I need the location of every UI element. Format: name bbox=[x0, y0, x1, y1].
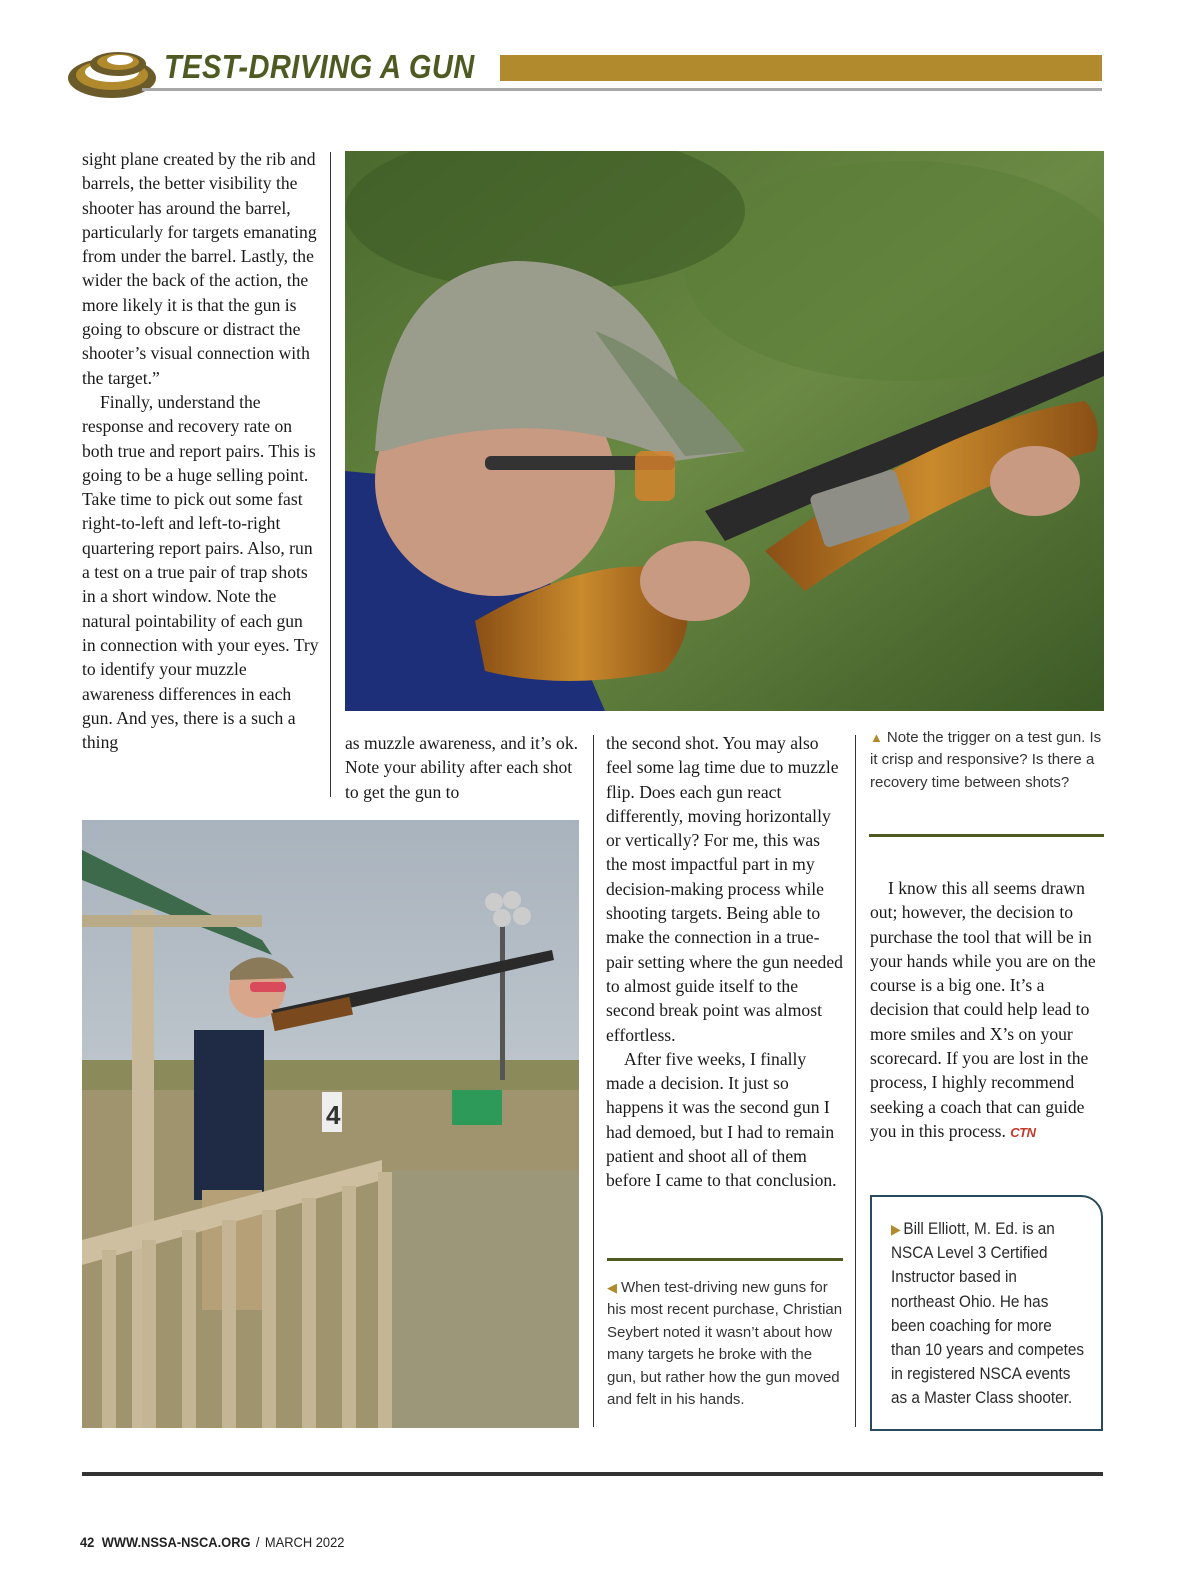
article-column-4 bbox=[870, 876, 1106, 1145]
issue-date: MARCH 2022 bbox=[264, 1534, 345, 1550]
up-arrow-icon: ▲ bbox=[870, 730, 883, 745]
caption-text: Note the trigger on a test gun. Is it crisp and responsive? Is there a recovery time between shots? bbox=[870, 729, 1102, 791]
bio-text: Bill Elliott, M. Ed. is an NSCA Level 3 Certified Instructor based in northeast Ohio. He has been coaching for more than 10 years and competes in registered NSCA events as a Master Class shooter. bbox=[891, 1219, 1085, 1408]
caption-rule bbox=[869, 834, 1104, 837]
article-column-2 bbox=[345, 731, 581, 804]
end-mark: CTN bbox=[1010, 1124, 1036, 1140]
paragraph: Finally, understand the response and recovery rate on both true and report pairs. This is going to be a huge selling point. Take time to pick out some fast right-to-left and left-to-right quartering report pairs. Also, run a test on a true pair of trap shots in a short window. Note the natural pointability of each gun in connection with your eyes. Try to identify your muzzle awareness differences in each gun. And yes, there is a such a thing bbox=[82, 391, 319, 753]
page-header bbox=[66, 40, 1106, 102]
paragraph bbox=[870, 876, 1106, 1145]
footer-separator: / bbox=[255, 1534, 260, 1550]
caption-rule bbox=[607, 1258, 843, 1261]
photo-caption bbox=[607, 1277, 843, 1411]
page-number: 42 bbox=[80, 1534, 95, 1550]
column-divider bbox=[593, 735, 594, 1427]
paragraph-text: I know this all seems drawn out; however, the decision to purchase the tool that will be in your hands while you are on the course is a big one. It’s a decision that could help lead to more smiles and X’s on your scorecard. If you are lost in the process, I highly recommend seeking a coach that can guide you in this process. bbox=[870, 878, 1096, 1141]
column-divider bbox=[330, 152, 331, 797]
author-bio-box bbox=[870, 1195, 1103, 1431]
shooter-in-gazebo-photo bbox=[82, 820, 579, 1428]
paragraph: After five weeks, I finally made a decision. It just so happens it was the second gun I had demoed, but I had to remain patient and shoot all of them before I came to that conclusion. bbox=[606, 1048, 837, 1191]
paragraph: as muzzle awareness, and it’s ok. Note your ability after each shot to get the gun to bbox=[345, 733, 579, 802]
photo-caption bbox=[870, 727, 1106, 794]
paragraph: sight plane created by the rib and barrels, the better visibility the shooter has around the barrel, particularly for targets emanating from under the barrel. Lastly, the wider the back of the action, the more likely it is that the gun is going to obscure or distract the shooter’s visual connection with the target.” bbox=[82, 149, 317, 388]
article-column-1 bbox=[82, 147, 320, 754]
column-divider bbox=[855, 735, 856, 1427]
footer-rule bbox=[82, 1472, 1103, 1476]
page-footer bbox=[80, 1534, 344, 1550]
left-arrow-icon: ◀ bbox=[607, 1280, 617, 1295]
right-arrow-icon: ▶ bbox=[891, 1221, 901, 1237]
section-title: TEST-DRIVING A GUN bbox=[164, 48, 475, 85]
header-underline bbox=[142, 88, 1102, 91]
website-link[interactable]: WWW.NSSA-NSCA.ORG bbox=[101, 1534, 251, 1550]
clay-target-icon bbox=[66, 40, 158, 102]
paragraph: the second shot. You may also feel some lag time due to muzzle flip. Does each gun react differently, moving horizontally or vertically? For me, this was the most impactful part in my decision-making process while shooting targets. Being able to make the connection in a true-pair setting where the gun needed to almost guide itself to the second break point was almost effortless. bbox=[606, 733, 843, 1045]
shooter-aiming-photo bbox=[345, 151, 1104, 711]
article-column-3 bbox=[606, 731, 844, 1193]
author-bio bbox=[891, 1217, 1085, 1411]
caption-text: When test-driving new guns for his most recent purchase, Christian Seybert noted it wasn’t about how many targets he broke with the gun, but rather how the gun moved and felt in his hands. bbox=[607, 1279, 843, 1409]
header-accent-bar bbox=[500, 55, 1102, 81]
station-number: 4 bbox=[326, 1100, 341, 1130]
